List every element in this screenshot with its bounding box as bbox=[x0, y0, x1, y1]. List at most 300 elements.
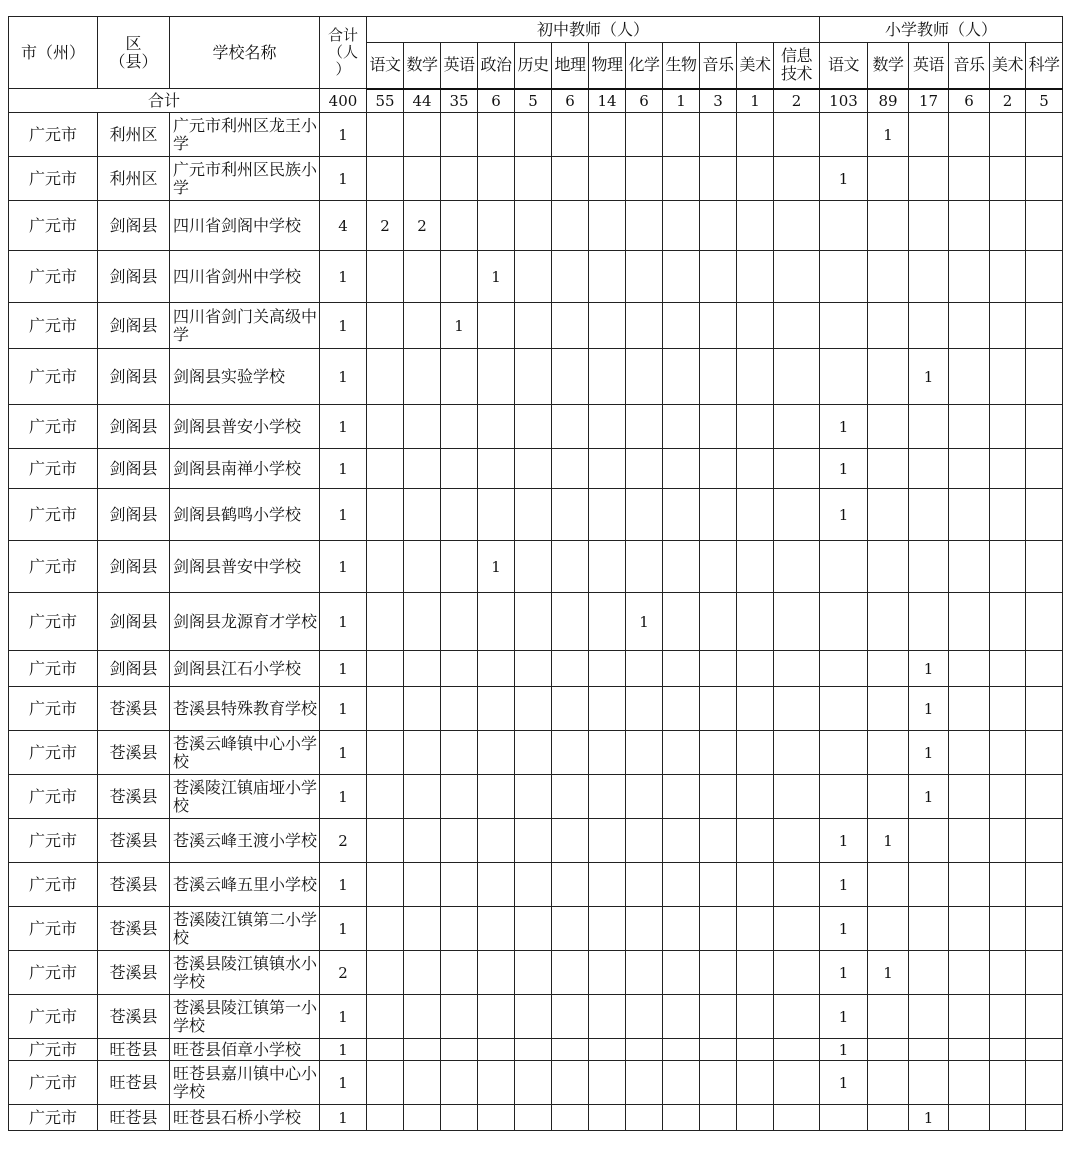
totals-middle-cell: 14 bbox=[589, 89, 626, 113]
row-school: 四川省剑州中学校 bbox=[170, 251, 320, 303]
row-school: 剑阁县龙源育才学校 bbox=[170, 593, 320, 651]
totals-middle-cell: 2 bbox=[774, 89, 820, 113]
row-primary-cell bbox=[868, 863, 909, 907]
row-total: 1 bbox=[320, 1061, 367, 1105]
header-primary-group: 小学教师（人） bbox=[820, 17, 1063, 43]
row-middle-cell bbox=[367, 1061, 404, 1105]
row-district: 剑阁县 bbox=[98, 541, 170, 593]
header-middle-subject: 地理 bbox=[552, 43, 589, 89]
row-middle-cell bbox=[626, 251, 663, 303]
row-middle-cell bbox=[367, 995, 404, 1039]
totals-primary-cell: 103 bbox=[820, 89, 868, 113]
row-middle-cell bbox=[404, 303, 441, 349]
row-middle-cell bbox=[552, 687, 589, 731]
totals-middle-cell: 1 bbox=[737, 89, 774, 113]
row-primary-cell: 1 bbox=[909, 651, 949, 687]
table-row bbox=[9, 907, 1063, 951]
row-middle-cell bbox=[441, 541, 478, 593]
row-middle-cell bbox=[441, 687, 478, 731]
row-middle-cell bbox=[626, 201, 663, 251]
row-middle-cell bbox=[441, 775, 478, 819]
row-middle-cell bbox=[367, 687, 404, 731]
row-primary-cell bbox=[820, 541, 868, 593]
row-middle-cell bbox=[700, 405, 737, 449]
row-middle-cell bbox=[478, 907, 515, 951]
row-middle-cell bbox=[478, 1039, 515, 1061]
row-primary-cell bbox=[990, 1061, 1026, 1105]
row-middle-cell bbox=[700, 907, 737, 951]
row-primary-cell bbox=[990, 303, 1026, 349]
totals-middle-cell: 6 bbox=[626, 89, 663, 113]
row-middle-cell bbox=[367, 449, 404, 489]
row-middle-cell bbox=[552, 541, 589, 593]
row-city: 广元市 bbox=[9, 449, 98, 489]
row-middle-cell bbox=[774, 113, 820, 157]
row-primary-cell bbox=[949, 1061, 990, 1105]
row-middle-cell bbox=[515, 201, 552, 251]
row-middle-cell bbox=[515, 819, 552, 863]
row-district: 苍溪县 bbox=[98, 819, 170, 863]
row-middle-cell bbox=[589, 651, 626, 687]
row-middle-cell bbox=[515, 775, 552, 819]
table-row bbox=[9, 731, 1063, 775]
row-middle-cell bbox=[441, 995, 478, 1039]
row-middle-cell bbox=[367, 819, 404, 863]
totals-primary-cell: 5 bbox=[1026, 89, 1063, 113]
row-middle-cell bbox=[774, 863, 820, 907]
row-middle-cell: 1 bbox=[441, 303, 478, 349]
row-middle-cell: 1 bbox=[478, 251, 515, 303]
row-primary-cell bbox=[990, 449, 1026, 489]
row-primary-cell bbox=[868, 775, 909, 819]
row-total: 1 bbox=[320, 907, 367, 951]
header-middle-subject: 语文 bbox=[367, 43, 404, 89]
table-row bbox=[9, 113, 1063, 157]
row-middle-cell bbox=[515, 907, 552, 951]
row-middle-cell bbox=[700, 1061, 737, 1105]
row-primary-cell bbox=[1026, 951, 1063, 995]
row-total: 1 bbox=[320, 349, 367, 405]
row-primary-cell bbox=[949, 251, 990, 303]
row-primary-cell bbox=[909, 113, 949, 157]
row-primary-cell bbox=[990, 863, 1026, 907]
row-middle-cell bbox=[367, 651, 404, 687]
row-middle-cell bbox=[774, 1105, 820, 1131]
row-city: 广元市 bbox=[9, 201, 98, 251]
row-middle-cell bbox=[367, 489, 404, 541]
row-middle-cell bbox=[663, 775, 700, 819]
row-primary-cell: 1 bbox=[820, 449, 868, 489]
row-middle-cell bbox=[441, 251, 478, 303]
totals-total: 400 bbox=[320, 89, 367, 113]
row-middle-cell bbox=[367, 731, 404, 775]
row-primary-cell bbox=[949, 449, 990, 489]
header-middle-group: 初中教师（人） bbox=[367, 17, 820, 43]
row-middle-cell bbox=[626, 541, 663, 593]
totals-middle-cell: 1 bbox=[663, 89, 700, 113]
table-row bbox=[9, 863, 1063, 907]
header-primary-subject: 语文 bbox=[820, 43, 868, 89]
row-middle-cell bbox=[589, 449, 626, 489]
row-middle-cell bbox=[367, 907, 404, 951]
row-middle-cell bbox=[774, 201, 820, 251]
row-total: 1 bbox=[320, 593, 367, 651]
row-middle-cell bbox=[589, 157, 626, 201]
row-middle-cell bbox=[478, 201, 515, 251]
row-middle-cell bbox=[589, 593, 626, 651]
row-school: 苍溪陵江镇庙垭小学校 bbox=[170, 775, 320, 819]
row-school: 剑阁县普安小学校 bbox=[170, 405, 320, 449]
row-middle-cell bbox=[515, 951, 552, 995]
row-middle-cell bbox=[478, 687, 515, 731]
row-middle-cell bbox=[404, 1039, 441, 1061]
row-school: 苍溪云峰五里小学校 bbox=[170, 863, 320, 907]
row-middle-cell bbox=[626, 157, 663, 201]
row-middle-cell bbox=[737, 731, 774, 775]
row-middle-cell bbox=[663, 157, 700, 201]
row-city: 广元市 bbox=[9, 157, 98, 201]
row-middle-cell bbox=[404, 951, 441, 995]
row-primary-cell bbox=[1026, 731, 1063, 775]
row-middle-cell bbox=[663, 349, 700, 405]
row-primary-cell bbox=[949, 1039, 990, 1061]
row-middle-cell bbox=[774, 731, 820, 775]
row-middle-cell bbox=[663, 1061, 700, 1105]
row-middle-cell bbox=[404, 251, 441, 303]
row-primary-cell bbox=[949, 1105, 990, 1131]
row-district: 旺苍县 bbox=[98, 1039, 170, 1061]
header-total: 合计 （人 ） bbox=[320, 17, 367, 89]
row-middle-cell bbox=[737, 303, 774, 349]
row-district: 苍溪县 bbox=[98, 687, 170, 731]
row-middle-cell bbox=[774, 651, 820, 687]
row-middle-cell bbox=[774, 405, 820, 449]
row-middle-cell bbox=[737, 1105, 774, 1131]
row-middle-cell bbox=[774, 251, 820, 303]
table-row bbox=[9, 687, 1063, 731]
row-middle-cell bbox=[478, 1105, 515, 1131]
row-middle-cell bbox=[663, 819, 700, 863]
row-middle-cell bbox=[404, 405, 441, 449]
row-district: 苍溪县 bbox=[98, 907, 170, 951]
row-primary-cell bbox=[949, 731, 990, 775]
row-primary-cell bbox=[868, 687, 909, 731]
row-middle-cell bbox=[478, 349, 515, 405]
row-middle-cell bbox=[774, 907, 820, 951]
row-primary-cell bbox=[909, 303, 949, 349]
row-middle-cell bbox=[441, 349, 478, 405]
row-middle-cell bbox=[737, 541, 774, 593]
totals-row bbox=[9, 89, 1063, 113]
row-middle-cell bbox=[441, 157, 478, 201]
row-total: 1 bbox=[320, 863, 367, 907]
row-middle-cell bbox=[478, 819, 515, 863]
row-middle-cell bbox=[404, 819, 441, 863]
row-middle-cell bbox=[774, 951, 820, 995]
table-row bbox=[9, 819, 1063, 863]
row-middle-cell bbox=[626, 1105, 663, 1131]
row-middle-cell bbox=[737, 593, 774, 651]
row-middle-cell bbox=[515, 863, 552, 907]
row-middle-cell bbox=[626, 489, 663, 541]
row-city: 广元市 bbox=[9, 1061, 98, 1105]
row-district: 利州区 bbox=[98, 113, 170, 157]
row-middle-cell bbox=[404, 1105, 441, 1131]
header-middle-subject: 物理 bbox=[589, 43, 626, 89]
table-row bbox=[9, 489, 1063, 541]
row-middle-cell bbox=[552, 1105, 589, 1131]
row-middle-cell bbox=[404, 907, 441, 951]
row-middle-cell bbox=[700, 303, 737, 349]
row-middle-cell bbox=[663, 951, 700, 995]
row-total: 1 bbox=[320, 405, 367, 449]
row-primary-cell bbox=[949, 775, 990, 819]
row-middle-cell bbox=[737, 113, 774, 157]
row-middle-cell bbox=[589, 1061, 626, 1105]
table-row bbox=[9, 995, 1063, 1039]
row-total: 1 bbox=[320, 775, 367, 819]
row-district: 苍溪县 bbox=[98, 863, 170, 907]
row-middle-cell bbox=[626, 907, 663, 951]
row-primary-cell bbox=[990, 775, 1026, 819]
row-primary-cell bbox=[990, 541, 1026, 593]
row-middle-cell bbox=[478, 489, 515, 541]
row-primary-cell bbox=[990, 489, 1026, 541]
row-primary-cell bbox=[868, 1105, 909, 1131]
row-middle-cell bbox=[552, 731, 589, 775]
table-row bbox=[9, 651, 1063, 687]
row-primary-cell bbox=[1026, 687, 1063, 731]
row-city: 广元市 bbox=[9, 113, 98, 157]
row-middle-cell bbox=[663, 1039, 700, 1061]
row-middle-cell bbox=[515, 651, 552, 687]
row-middle-cell bbox=[589, 819, 626, 863]
row-primary-cell bbox=[1026, 157, 1063, 201]
row-middle-cell bbox=[626, 449, 663, 489]
row-primary-cell bbox=[820, 687, 868, 731]
row-middle-cell: 1 bbox=[478, 541, 515, 593]
row-primary-cell bbox=[820, 303, 868, 349]
row-middle-cell bbox=[774, 303, 820, 349]
row-city: 广元市 bbox=[9, 863, 98, 907]
row-middle-cell bbox=[589, 1105, 626, 1131]
row-primary-cell: 1 bbox=[820, 819, 868, 863]
row-total: 2 bbox=[320, 819, 367, 863]
row-middle-cell bbox=[478, 995, 515, 1039]
table-row bbox=[9, 1039, 1063, 1061]
row-middle-cell bbox=[552, 593, 589, 651]
row-middle-cell bbox=[700, 113, 737, 157]
row-primary-cell bbox=[1026, 489, 1063, 541]
row-middle-cell bbox=[552, 907, 589, 951]
row-primary-cell bbox=[1026, 995, 1063, 1039]
row-primary-cell bbox=[1026, 405, 1063, 449]
row-primary-cell bbox=[909, 251, 949, 303]
row-middle-cell bbox=[737, 651, 774, 687]
row-primary-cell bbox=[1026, 1039, 1063, 1061]
row-primary-cell: 1 bbox=[868, 819, 909, 863]
row-middle-cell bbox=[589, 995, 626, 1039]
header-primary-subject: 科学 bbox=[1026, 43, 1063, 89]
row-middle-cell bbox=[478, 303, 515, 349]
row-middle-cell bbox=[367, 593, 404, 651]
row-primary-cell bbox=[990, 349, 1026, 405]
row-middle-cell bbox=[515, 157, 552, 201]
row-middle-cell bbox=[515, 541, 552, 593]
row-district: 剑阁县 bbox=[98, 405, 170, 449]
row-middle-cell bbox=[700, 775, 737, 819]
row-primary-cell: 1 bbox=[820, 995, 868, 1039]
row-middle-cell bbox=[774, 541, 820, 593]
row-middle-cell bbox=[774, 449, 820, 489]
row-middle-cell bbox=[552, 405, 589, 449]
row-total: 1 bbox=[320, 157, 367, 201]
row-primary-cell bbox=[909, 863, 949, 907]
row-primary-cell bbox=[820, 349, 868, 405]
row-middle-cell bbox=[626, 113, 663, 157]
row-middle-cell bbox=[478, 775, 515, 819]
row-primary-cell bbox=[990, 951, 1026, 995]
row-primary-cell bbox=[909, 449, 949, 489]
row-middle-cell bbox=[367, 251, 404, 303]
row-middle-cell bbox=[478, 113, 515, 157]
row-city: 广元市 bbox=[9, 995, 98, 1039]
row-middle-cell bbox=[552, 1039, 589, 1061]
row-middle-cell bbox=[737, 251, 774, 303]
row-total: 1 bbox=[320, 251, 367, 303]
row-primary-cell bbox=[990, 907, 1026, 951]
row-middle-cell bbox=[700, 951, 737, 995]
row-total: 1 bbox=[320, 1039, 367, 1061]
row-primary-cell bbox=[909, 541, 949, 593]
row-primary-cell bbox=[868, 731, 909, 775]
row-school: 苍溪陵江镇第二小学校 bbox=[170, 907, 320, 951]
row-school: 苍溪县陵江镇镇水小学校 bbox=[170, 951, 320, 995]
row-primary-cell bbox=[990, 593, 1026, 651]
row-middle-cell bbox=[367, 775, 404, 819]
totals-middle-cell: 3 bbox=[700, 89, 737, 113]
row-middle-cell bbox=[552, 349, 589, 405]
row-city: 广元市 bbox=[9, 349, 98, 405]
row-primary-cell bbox=[868, 349, 909, 405]
row-primary-cell bbox=[1026, 863, 1063, 907]
header-district: 区 （县） bbox=[98, 17, 170, 89]
row-middle-cell bbox=[367, 157, 404, 201]
row-middle-cell bbox=[663, 731, 700, 775]
row-primary-cell bbox=[909, 907, 949, 951]
row-district: 苍溪县 bbox=[98, 995, 170, 1039]
row-middle-cell bbox=[663, 995, 700, 1039]
row-middle-cell bbox=[478, 449, 515, 489]
row-middle-cell bbox=[552, 157, 589, 201]
table-row bbox=[9, 303, 1063, 349]
row-primary-cell bbox=[868, 157, 909, 201]
row-middle-cell bbox=[589, 775, 626, 819]
row-total: 1 bbox=[320, 687, 367, 731]
row-city: 广元市 bbox=[9, 951, 98, 995]
row-city: 广元市 bbox=[9, 907, 98, 951]
header-school: 学校名称 bbox=[170, 17, 320, 89]
header-middle-subject: 生物 bbox=[663, 43, 700, 89]
row-middle-cell bbox=[663, 907, 700, 951]
row-middle-cell bbox=[737, 449, 774, 489]
row-middle-cell bbox=[515, 113, 552, 157]
row-middle-cell bbox=[626, 951, 663, 995]
row-middle-cell bbox=[367, 541, 404, 593]
row-primary-cell bbox=[909, 489, 949, 541]
row-middle-cell bbox=[404, 863, 441, 907]
row-middle-cell bbox=[700, 349, 737, 405]
row-middle-cell bbox=[700, 1039, 737, 1061]
row-primary-cell bbox=[949, 113, 990, 157]
row-middle-cell bbox=[700, 489, 737, 541]
teacher-recruitment-table bbox=[8, 16, 1063, 1131]
totals-middle-cell: 44 bbox=[404, 89, 441, 113]
row-school: 剑阁县普安中学校 bbox=[170, 541, 320, 593]
row-city: 广元市 bbox=[9, 593, 98, 651]
row-middle-cell bbox=[663, 651, 700, 687]
row-primary-cell bbox=[1026, 251, 1063, 303]
row-primary-cell: 1 bbox=[909, 775, 949, 819]
row-middle-cell bbox=[552, 775, 589, 819]
row-middle-cell bbox=[515, 489, 552, 541]
row-middle-cell bbox=[737, 157, 774, 201]
row-total: 1 bbox=[320, 995, 367, 1039]
totals-primary-cell: 17 bbox=[909, 89, 949, 113]
totals-middle-cell: 35 bbox=[441, 89, 478, 113]
row-middle-cell bbox=[774, 489, 820, 541]
row-district: 剑阁县 bbox=[98, 651, 170, 687]
row-primary-cell bbox=[949, 489, 990, 541]
totals-middle-cell: 6 bbox=[552, 89, 589, 113]
row-middle-cell bbox=[367, 113, 404, 157]
row-middle-cell: 1 bbox=[626, 593, 663, 651]
table-row bbox=[9, 593, 1063, 651]
row-middle-cell bbox=[441, 489, 478, 541]
row-middle-cell bbox=[700, 819, 737, 863]
row-middle-cell bbox=[515, 405, 552, 449]
totals-middle-cell: 5 bbox=[515, 89, 552, 113]
row-primary-cell bbox=[990, 251, 1026, 303]
row-primary-cell bbox=[909, 951, 949, 995]
header-primary-subject: 数学 bbox=[868, 43, 909, 89]
row-total: 1 bbox=[320, 449, 367, 489]
row-primary-cell bbox=[909, 201, 949, 251]
row-middle-cell bbox=[663, 303, 700, 349]
row-school: 剑阁县江石小学校 bbox=[170, 651, 320, 687]
row-middle-cell bbox=[774, 819, 820, 863]
row-total: 1 bbox=[320, 1105, 367, 1131]
row-middle-cell bbox=[737, 819, 774, 863]
row-middle-cell bbox=[441, 1105, 478, 1131]
row-primary-cell bbox=[990, 113, 1026, 157]
header-middle-subject: 数学 bbox=[404, 43, 441, 89]
row-middle-cell bbox=[367, 1105, 404, 1131]
row-district: 利州区 bbox=[98, 157, 170, 201]
row-middle-cell bbox=[626, 349, 663, 405]
row-district: 剑阁县 bbox=[98, 201, 170, 251]
row-middle-cell bbox=[441, 731, 478, 775]
table-row bbox=[9, 449, 1063, 489]
row-primary-cell bbox=[990, 1039, 1026, 1061]
row-school: 四川省剑阁中学校 bbox=[170, 201, 320, 251]
row-middle-cell bbox=[478, 731, 515, 775]
row-middle-cell bbox=[589, 687, 626, 731]
row-school: 广元市利州区龙王小学 bbox=[170, 113, 320, 157]
row-middle-cell bbox=[774, 775, 820, 819]
row-middle-cell bbox=[552, 951, 589, 995]
row-primary-cell bbox=[868, 907, 909, 951]
